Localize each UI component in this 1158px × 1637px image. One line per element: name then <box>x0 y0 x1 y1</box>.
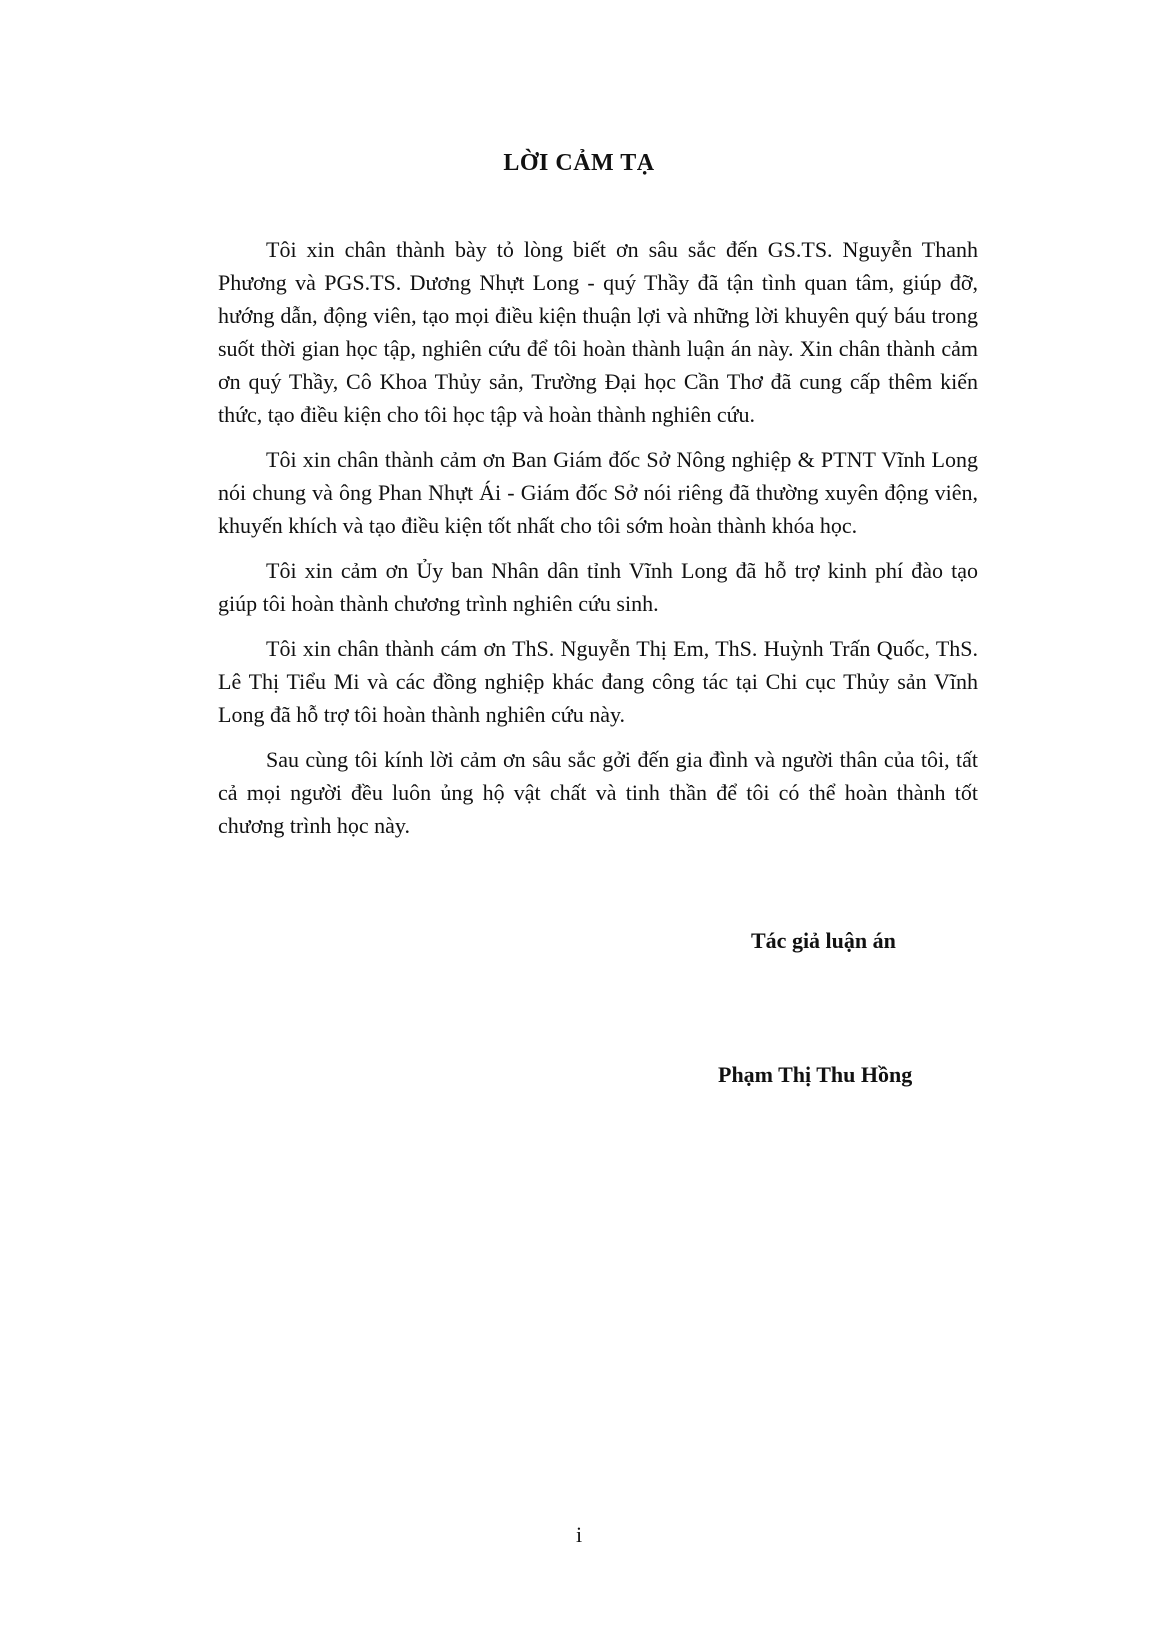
paragraph-family: Sau cùng tôi kính lời cảm ơn sâu sắc gởi đến gia đình và người thân của tôi, tất cả mọi người đều luôn ủng hộ vật chất và tinh thần để tôi có thể hoàn thành tốt chương trình học này. <box>218 747 978 838</box>
paragraph-colleagues: Tôi xin chân thành cám ơn ThS. Nguyễn Thị Em, ThS. Huỳnh Trấn Quốc, ThS. Lê Thị Tiểu Mi và các đồng nghiệp khác đang công tác tại Chi cục Thủy sản Vĩnh Long đã hỗ trợ tôi hoàn thành nghiên cứu này. <box>218 636 978 727</box>
acknowledgement-body <box>218 233 978 854</box>
page-number: i <box>575 1522 583 1547</box>
author-name: Phạm Thị Thu Hồng <box>718 1062 913 1087</box>
author-label: Tác giả luận án <box>751 928 896 953</box>
paragraph-department: Tôi xin chân thành cảm ơn Ban Giám đốc Sở Nông nghiệp & PTNT Vĩnh Long nói chung và ông Phan Nhựt Ái - Giám đốc Sở nói riêng đã thường xuyên động viên, khuyến khích và tạo điều kiện tốt nhất cho tôi sớm hoàn thành khóa học. <box>218 447 978 538</box>
paragraph-advisors: Tôi xin chân thành bày tỏ lòng biết ơn sâu sắc đến GS.TS. Nguyễn Thanh Phương và PGS.TS. Dương Nhựt Long - quý Thầy đã tận tình quan tâm, giúp đỡ, hướng dẫn, động viên, tạo mọi điều kiện thuận lợi và những lời khuyên quý báu trong suốt thời gian học tập, nghiên cứu để tôi hoàn thành luận án này. Xin chân thành cảm ơn quý Thầy, Cô Khoa Thủy sản, Trường Đại học Cần Thơ đã cung cấp thêm kiến thức, tạo điều kiện cho tôi học tập và hoàn thành nghiên cứu. <box>218 237 978 427</box>
page-title: LỜI CẢM TẠ <box>503 150 655 176</box>
paragraph-peoples-committee: Tôi xin cảm ơn Ủy ban Nhân dân tỉnh Vĩnh Long đã hỗ trợ kinh phí đào tạo giúp tôi hoàn thành chương trình nghiên cứu sinh. <box>218 558 978 616</box>
